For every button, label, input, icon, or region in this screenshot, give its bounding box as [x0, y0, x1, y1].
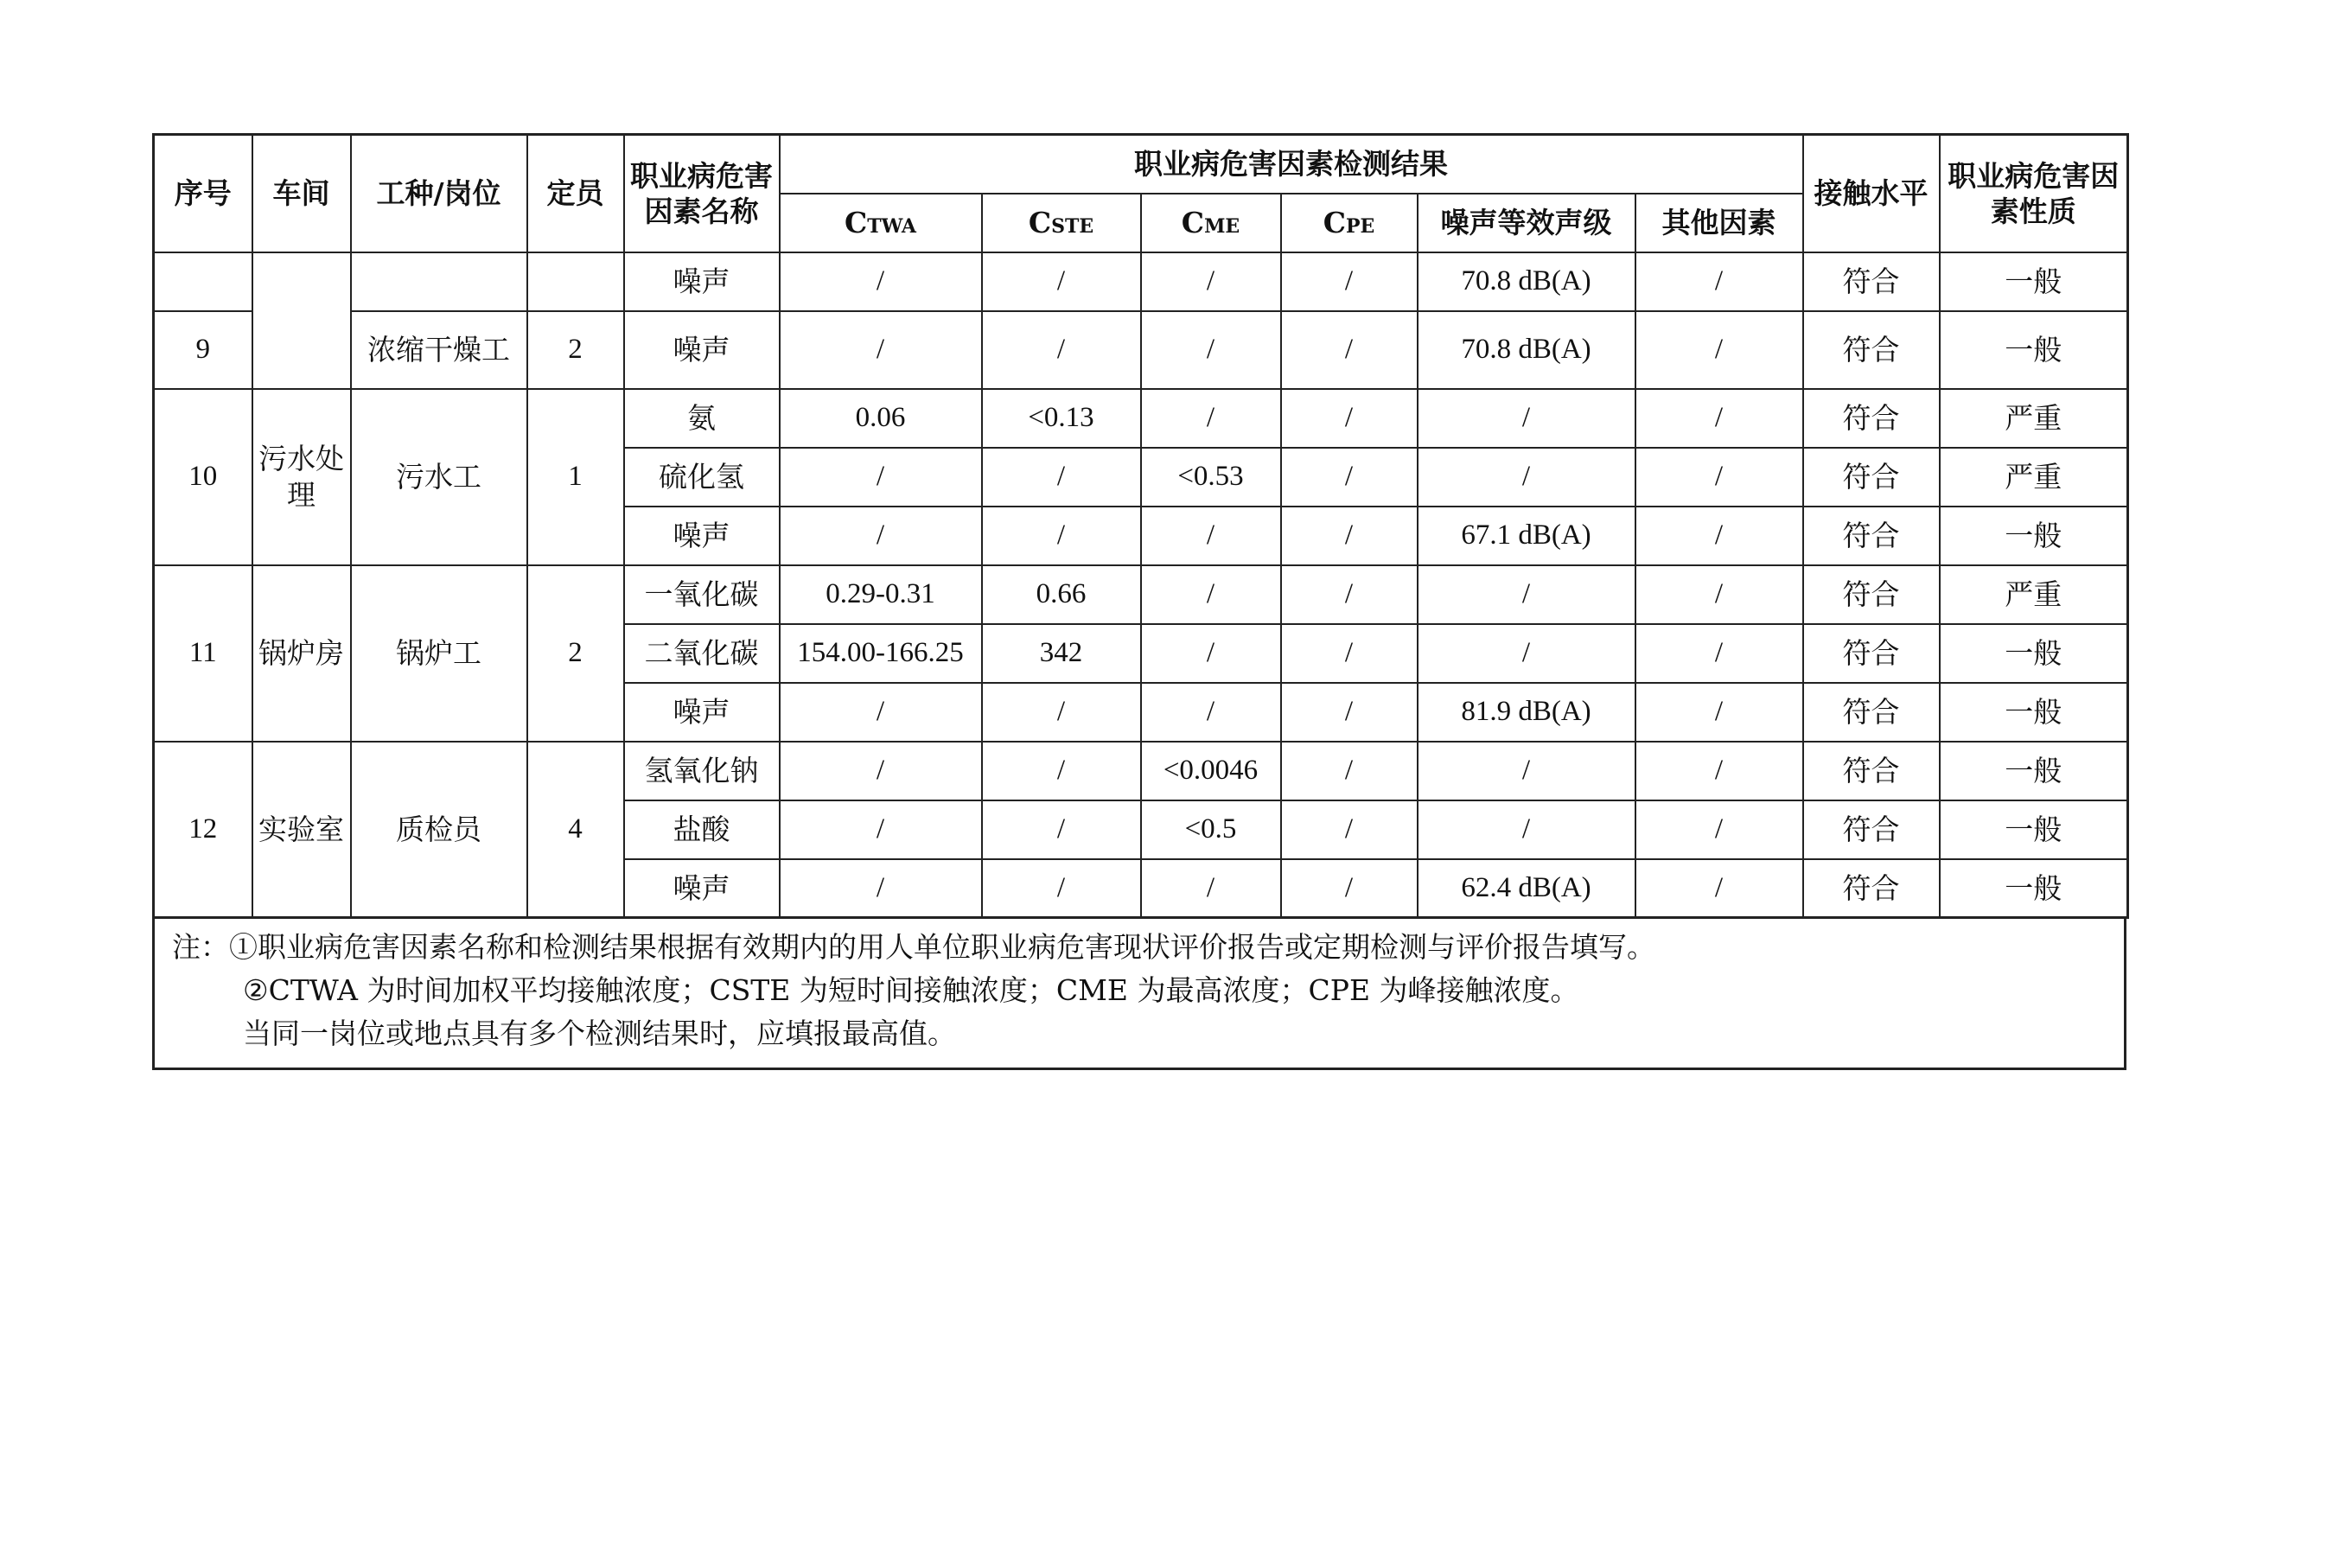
cell-cme: <0.5 — [1141, 800, 1281, 859]
cell-noise: 70.8 dB(A) — [1418, 311, 1635, 389]
cell-exposure: 符合 — [1803, 683, 1940, 742]
cell-ctwa: 154.00-166.25 — [780, 624, 982, 683]
cell-nature: 一般 — [1940, 624, 2128, 683]
cell-nature: 严重 — [1940, 389, 2128, 448]
cell-cme: / — [1141, 859, 1281, 918]
cell-factor: 噪声 — [624, 507, 780, 565]
cell-staff: 2 — [527, 565, 624, 742]
cell-seq: 12 — [154, 742, 252, 918]
cell-cpe: / — [1281, 742, 1418, 800]
cell-exposure: 符合 — [1803, 389, 1940, 448]
cell-staff — [527, 252, 624, 311]
header-post: 工种/岗位 — [351, 135, 527, 252]
cell-other: / — [1635, 565, 1803, 624]
cell-noise: / — [1418, 742, 1635, 800]
table-row — [154, 389, 2128, 448]
header-other: 其他因素 — [1635, 194, 1803, 252]
cell-other: / — [1635, 624, 1803, 683]
cell-exposure: 符合 — [1803, 565, 1940, 624]
cell-cste: / — [982, 448, 1141, 507]
cell-cme: / — [1141, 683, 1281, 742]
cell-nature: 严重 — [1940, 448, 2128, 507]
note-line-3: 当同一岗位或地点具有多个检测结果时，应填报最高值。 — [243, 1017, 956, 1050]
cell-factor: 噪声 — [624, 252, 780, 311]
cell-cme: / — [1141, 565, 1281, 624]
header-workshop: 车间 — [252, 135, 351, 252]
cell-cste: / — [982, 742, 1141, 800]
cell-cste: 342 — [982, 624, 1141, 683]
cell-cpe: / — [1281, 859, 1418, 918]
cell-cpe: / — [1281, 624, 1418, 683]
cell-cpe: / — [1281, 389, 1418, 448]
header-staff: 定员 — [527, 135, 624, 252]
cell-cste: / — [982, 683, 1141, 742]
cell-cpe: / — [1281, 252, 1418, 311]
cell-cme: / — [1141, 624, 1281, 683]
table-row — [154, 742, 2128, 800]
cell-staff: 4 — [527, 742, 624, 918]
notes-block — [152, 919, 2126, 1070]
cell-ctwa: / — [780, 800, 982, 859]
cell-noise: / — [1418, 565, 1635, 624]
cell-seq: 11 — [154, 565, 252, 742]
cell-post: 质检员 — [351, 742, 527, 918]
cell-cme: / — [1141, 252, 1281, 311]
cell-other: / — [1635, 683, 1803, 742]
cell-cpe: / — [1281, 565, 1418, 624]
cell-factor: 盐酸 — [624, 800, 780, 859]
cell-cpe: / — [1281, 507, 1418, 565]
cell-other: / — [1635, 742, 1803, 800]
cell-exposure: 符合 — [1803, 859, 1940, 918]
cell-post: 浓缩干燥工 — [351, 311, 527, 389]
cell-other: / — [1635, 859, 1803, 918]
cell-staff: 2 — [527, 311, 624, 389]
cell-workshop: 实验室 — [252, 742, 351, 918]
header-ctwa: CTWA — [780, 194, 982, 252]
header-exposure: 接触水平 — [1803, 135, 1940, 252]
cell-cste: / — [982, 800, 1141, 859]
cell-ctwa: / — [780, 859, 982, 918]
cell-ctwa: / — [780, 311, 982, 389]
cell-workshop: 污水处理 — [252, 389, 351, 565]
cell-cste: 0.66 — [982, 565, 1141, 624]
header-results-title: 职业病危害因素检测结果 — [780, 135, 1803, 194]
cell-factor: 氢氧化钠 — [624, 742, 780, 800]
cell-cpe: / — [1281, 683, 1418, 742]
cell-other: / — [1635, 507, 1803, 565]
cell-exposure: 符合 — [1803, 507, 1940, 565]
cell-cste: <0.13 — [982, 389, 1141, 448]
cell-cpe: / — [1281, 311, 1418, 389]
cell-factor: 二氧化碳 — [624, 624, 780, 683]
cell-cste: / — [982, 859, 1141, 918]
cell-factor: 氨 — [624, 389, 780, 448]
cell-cme: / — [1141, 311, 1281, 389]
cell-noise: / — [1418, 389, 1635, 448]
cell-cpe: / — [1281, 800, 1418, 859]
cell-cme: <0.0046 — [1141, 742, 1281, 800]
header-noise-level: 噪声等效声级 — [1418, 194, 1635, 252]
cell-exposure: 符合 — [1803, 624, 1940, 683]
cell-ctwa: / — [780, 448, 982, 507]
note-line-2: ②CTWA 为时间加权平均接触浓度；CSTE 为短时间接触浓度；CME 为最高浓度；CPE 为峰接触浓度。 — [243, 973, 1579, 1007]
cell-ctwa: / — [780, 742, 982, 800]
cell-exposure: 符合 — [1803, 800, 1940, 859]
header-factor-name: 职业病危害因素名称 — [624, 135, 780, 252]
cell-ctwa: 0.29-0.31 — [780, 565, 982, 624]
cell-nature: 一般 — [1940, 800, 2128, 859]
cell-cste: / — [982, 507, 1141, 565]
cell-nature: 一般 — [1940, 507, 2128, 565]
cell-cpe: / — [1281, 448, 1418, 507]
cell-other: / — [1635, 252, 1803, 311]
cell-noise: / — [1418, 800, 1635, 859]
table-row — [154, 565, 2128, 624]
cell-noise: 81.9 dB(A) — [1418, 683, 1635, 742]
cell-seq: 9 — [154, 311, 252, 389]
table-row — [154, 252, 2128, 311]
hazard-detection-table — [152, 133, 2129, 919]
cell-nature: 一般 — [1940, 859, 2128, 918]
cell-nature: 严重 — [1940, 565, 2128, 624]
cell-ctwa: / — [780, 252, 982, 311]
cell-exposure: 符合 — [1803, 742, 1940, 800]
cell-ctwa: / — [780, 683, 982, 742]
cell-noise: 62.4 dB(A) — [1418, 859, 1635, 918]
header-seq: 序号 — [154, 135, 252, 252]
cell-exposure: 符合 — [1803, 448, 1940, 507]
cell-factor: 噪声 — [624, 859, 780, 918]
cell-seq: 10 — [154, 389, 252, 565]
cell-other: / — [1635, 800, 1803, 859]
cell-other: / — [1635, 448, 1803, 507]
cell-post: 污水工 — [351, 389, 527, 565]
cell-ctwa: 0.06 — [780, 389, 982, 448]
cell-factor: 噪声 — [624, 683, 780, 742]
cell-noise: 67.1 dB(A) — [1418, 507, 1635, 565]
cell-factor: 一氧化碳 — [624, 565, 780, 624]
cell-nature: 一般 — [1940, 742, 2128, 800]
table-row — [154, 311, 2128, 389]
report-sheet — [152, 133, 2126, 1070]
cell-staff: 1 — [527, 389, 624, 565]
cell-nature: 一般 — [1940, 311, 2128, 389]
cell-nature: 一般 — [1940, 252, 2128, 311]
cell-seq — [154, 252, 252, 311]
cell-ctwa: / — [780, 507, 982, 565]
cell-cme: <0.53 — [1141, 448, 1281, 507]
cell-noise: / — [1418, 448, 1635, 507]
cell-nature: 一般 — [1940, 683, 2128, 742]
cell-cste: / — [982, 311, 1141, 389]
cell-other: / — [1635, 311, 1803, 389]
cell-other: / — [1635, 389, 1803, 448]
cell-workshop — [252, 252, 351, 389]
cell-post — [351, 252, 527, 311]
cell-exposure: 符合 — [1803, 311, 1940, 389]
header-cme: CME — [1141, 194, 1281, 252]
cell-factor: 硫化氢 — [624, 448, 780, 507]
cell-exposure: 符合 — [1803, 252, 1940, 311]
cell-post: 锅炉工 — [351, 565, 527, 742]
cell-cste: / — [982, 252, 1141, 311]
header-nature: 职业病危害因素性质 — [1940, 135, 2128, 252]
header-cpe: CPE — [1281, 194, 1418, 252]
cell-noise: 70.8 dB(A) — [1418, 252, 1635, 311]
table-body — [154, 252, 2128, 918]
cell-cme: / — [1141, 389, 1281, 448]
cell-workshop: 锅炉房 — [252, 565, 351, 742]
cell-factor: 噪声 — [624, 311, 780, 389]
header-cste: CSTE — [982, 194, 1141, 252]
note-line-1: 注：①职业病危害因素名称和检测结果根据有效期内的用人单位职业病危害现状评价报告或定期检测与评价报告填写。 — [172, 930, 1655, 964]
cell-noise: / — [1418, 624, 1635, 683]
cell-cme: / — [1141, 507, 1281, 565]
